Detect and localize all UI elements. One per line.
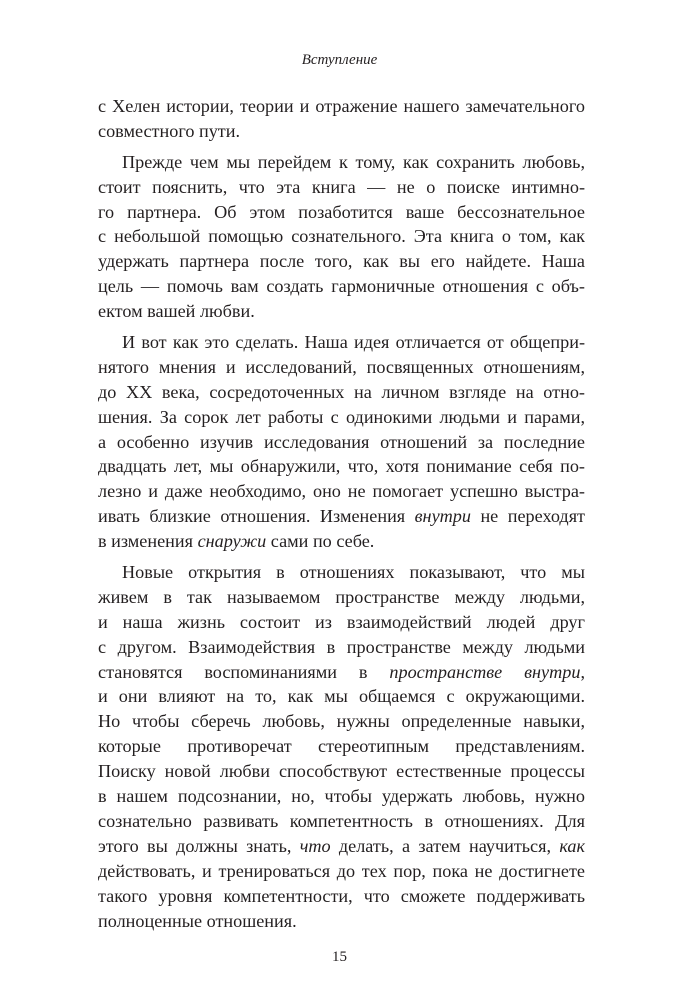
text-run: го партнера. Об этом позаботится ваше бессознательное (98, 201, 585, 222)
text-run: совместного пути. (98, 120, 241, 141)
text-run: которые противоречат стереотипным представлениям. (98, 736, 585, 757)
text-line (98, 684, 585, 709)
text-run: с другом. Взаимодействия в пространстве между людьми (98, 636, 585, 657)
text-line (98, 274, 585, 299)
text-run: до XX века, сосредоточенных на личном взгляде на отно- (98, 381, 585, 402)
text-line (98, 809, 585, 834)
text-line (98, 610, 585, 635)
text-run: двадцать лет, мы обнаружили, что, хотя понимание себя по- (98, 456, 585, 477)
text-line (98, 585, 585, 610)
text-run: сознательно развивать компетентность в отношениях. Для (98, 810, 585, 831)
italic-emphasis: внутри (414, 506, 471, 527)
text-line (98, 299, 585, 324)
text-run: цель — помочь вам создать гармоничные отношения с объ- (98, 276, 585, 297)
text-line (98, 380, 585, 405)
body-text (98, 94, 585, 933)
text-line (98, 784, 585, 809)
running-head: Вступление (301, 52, 378, 68)
text-run: И вот как это сделать. Наша идея отличается от общепри- (122, 332, 585, 353)
text-run: шения. За сорок лет работы с одинокими людьми и парами, (98, 406, 585, 427)
text-run: действовать, и тренироваться до тех пор, пока не достигнете (98, 860, 585, 881)
text-line (98, 94, 585, 119)
text-run: лезно и даже необходимо, оно не помогает успешно выстра- (98, 481, 585, 502)
text-line (98, 200, 585, 225)
text-line (98, 859, 585, 884)
text-line (98, 479, 585, 504)
italic-emphasis: снаружи (197, 531, 267, 552)
paragraph (98, 94, 585, 144)
text-line (98, 405, 585, 430)
text-line (98, 834, 585, 859)
text-run: делать, а затем научиться, (330, 835, 560, 856)
text-line (98, 175, 585, 200)
text-run: становятся воспоминаниями в (98, 661, 390, 682)
text-line (98, 150, 585, 175)
text-run: с небольшой помощью сознательного. Эта книга о том, как (98, 226, 585, 247)
text-line (98, 909, 585, 934)
text-run: сами по себе. (266, 531, 375, 552)
text-line (98, 119, 585, 144)
text-run: в изменения (98, 531, 198, 552)
text-run: живем в так называемом пространстве между людьми, (98, 586, 585, 607)
text-run: ивать близкие отношения. Изменения (98, 506, 415, 527)
text-run: с Хелен истории, теории и отражение нашего замечательного (98, 96, 585, 116)
text-line (98, 884, 585, 909)
text-run: , (580, 661, 585, 682)
italic-emphasis: пространстве внутри (389, 661, 581, 682)
text-run: в нашем подсознании, но, чтобы удержать любовь, нужно (98, 786, 585, 807)
paragraph (98, 150, 585, 324)
text-line (98, 759, 585, 784)
italic-emphasis: как (559, 835, 585, 856)
text-run: нятого мнения и исследований, посвященных отношениям, (98, 356, 585, 377)
text-run: ектом вашей любви. (98, 301, 255, 322)
text-line (98, 330, 585, 355)
text-run: не переходят (470, 506, 586, 527)
text-run: и наша жизнь состоит из взаимодействий людей друг (98, 611, 585, 632)
text-line (98, 249, 585, 274)
text-line (98, 454, 585, 479)
text-line (98, 560, 585, 585)
text-line (98, 224, 585, 249)
text-run: этого вы должны знать, (98, 835, 300, 856)
text-line (98, 430, 585, 455)
text-run: Но чтобы сберечь любовь, нужны определенные навыки, (98, 711, 585, 732)
text-line (98, 734, 585, 759)
text-run: и они влияют на то, как мы общаемся с окружающими. (98, 686, 585, 707)
text-line (98, 635, 585, 660)
paragraph (98, 560, 585, 933)
text-run: такого уровня компетентности, что сможете поддерживать (98, 885, 585, 906)
italic-emphasis: что (299, 835, 331, 856)
text-run: Прежде чем мы перейдем к тому, как сохранить любовь, (122, 151, 585, 172)
text-run: стоит пояснить, что эта книга — не о поиске интимно- (98, 176, 585, 197)
text-run: удержать партнера после того, как вы его найдете. Наша (98, 251, 585, 272)
text-run: полноценные отношения. (98, 910, 297, 931)
text-run: Поиску новой любви способствуют естественные процессы (98, 761, 585, 782)
page-number: 15 (332, 949, 347, 965)
text-line (98, 504, 585, 529)
text-line (98, 709, 585, 734)
paragraph (98, 330, 585, 554)
text-line (98, 660, 585, 685)
text-line (98, 529, 585, 554)
text-line (98, 355, 585, 380)
text-run: Новые открытия в отношениях показывают, что мы (122, 562, 585, 583)
text-run: а особенно изучив исследования отношений за последние (98, 431, 585, 452)
